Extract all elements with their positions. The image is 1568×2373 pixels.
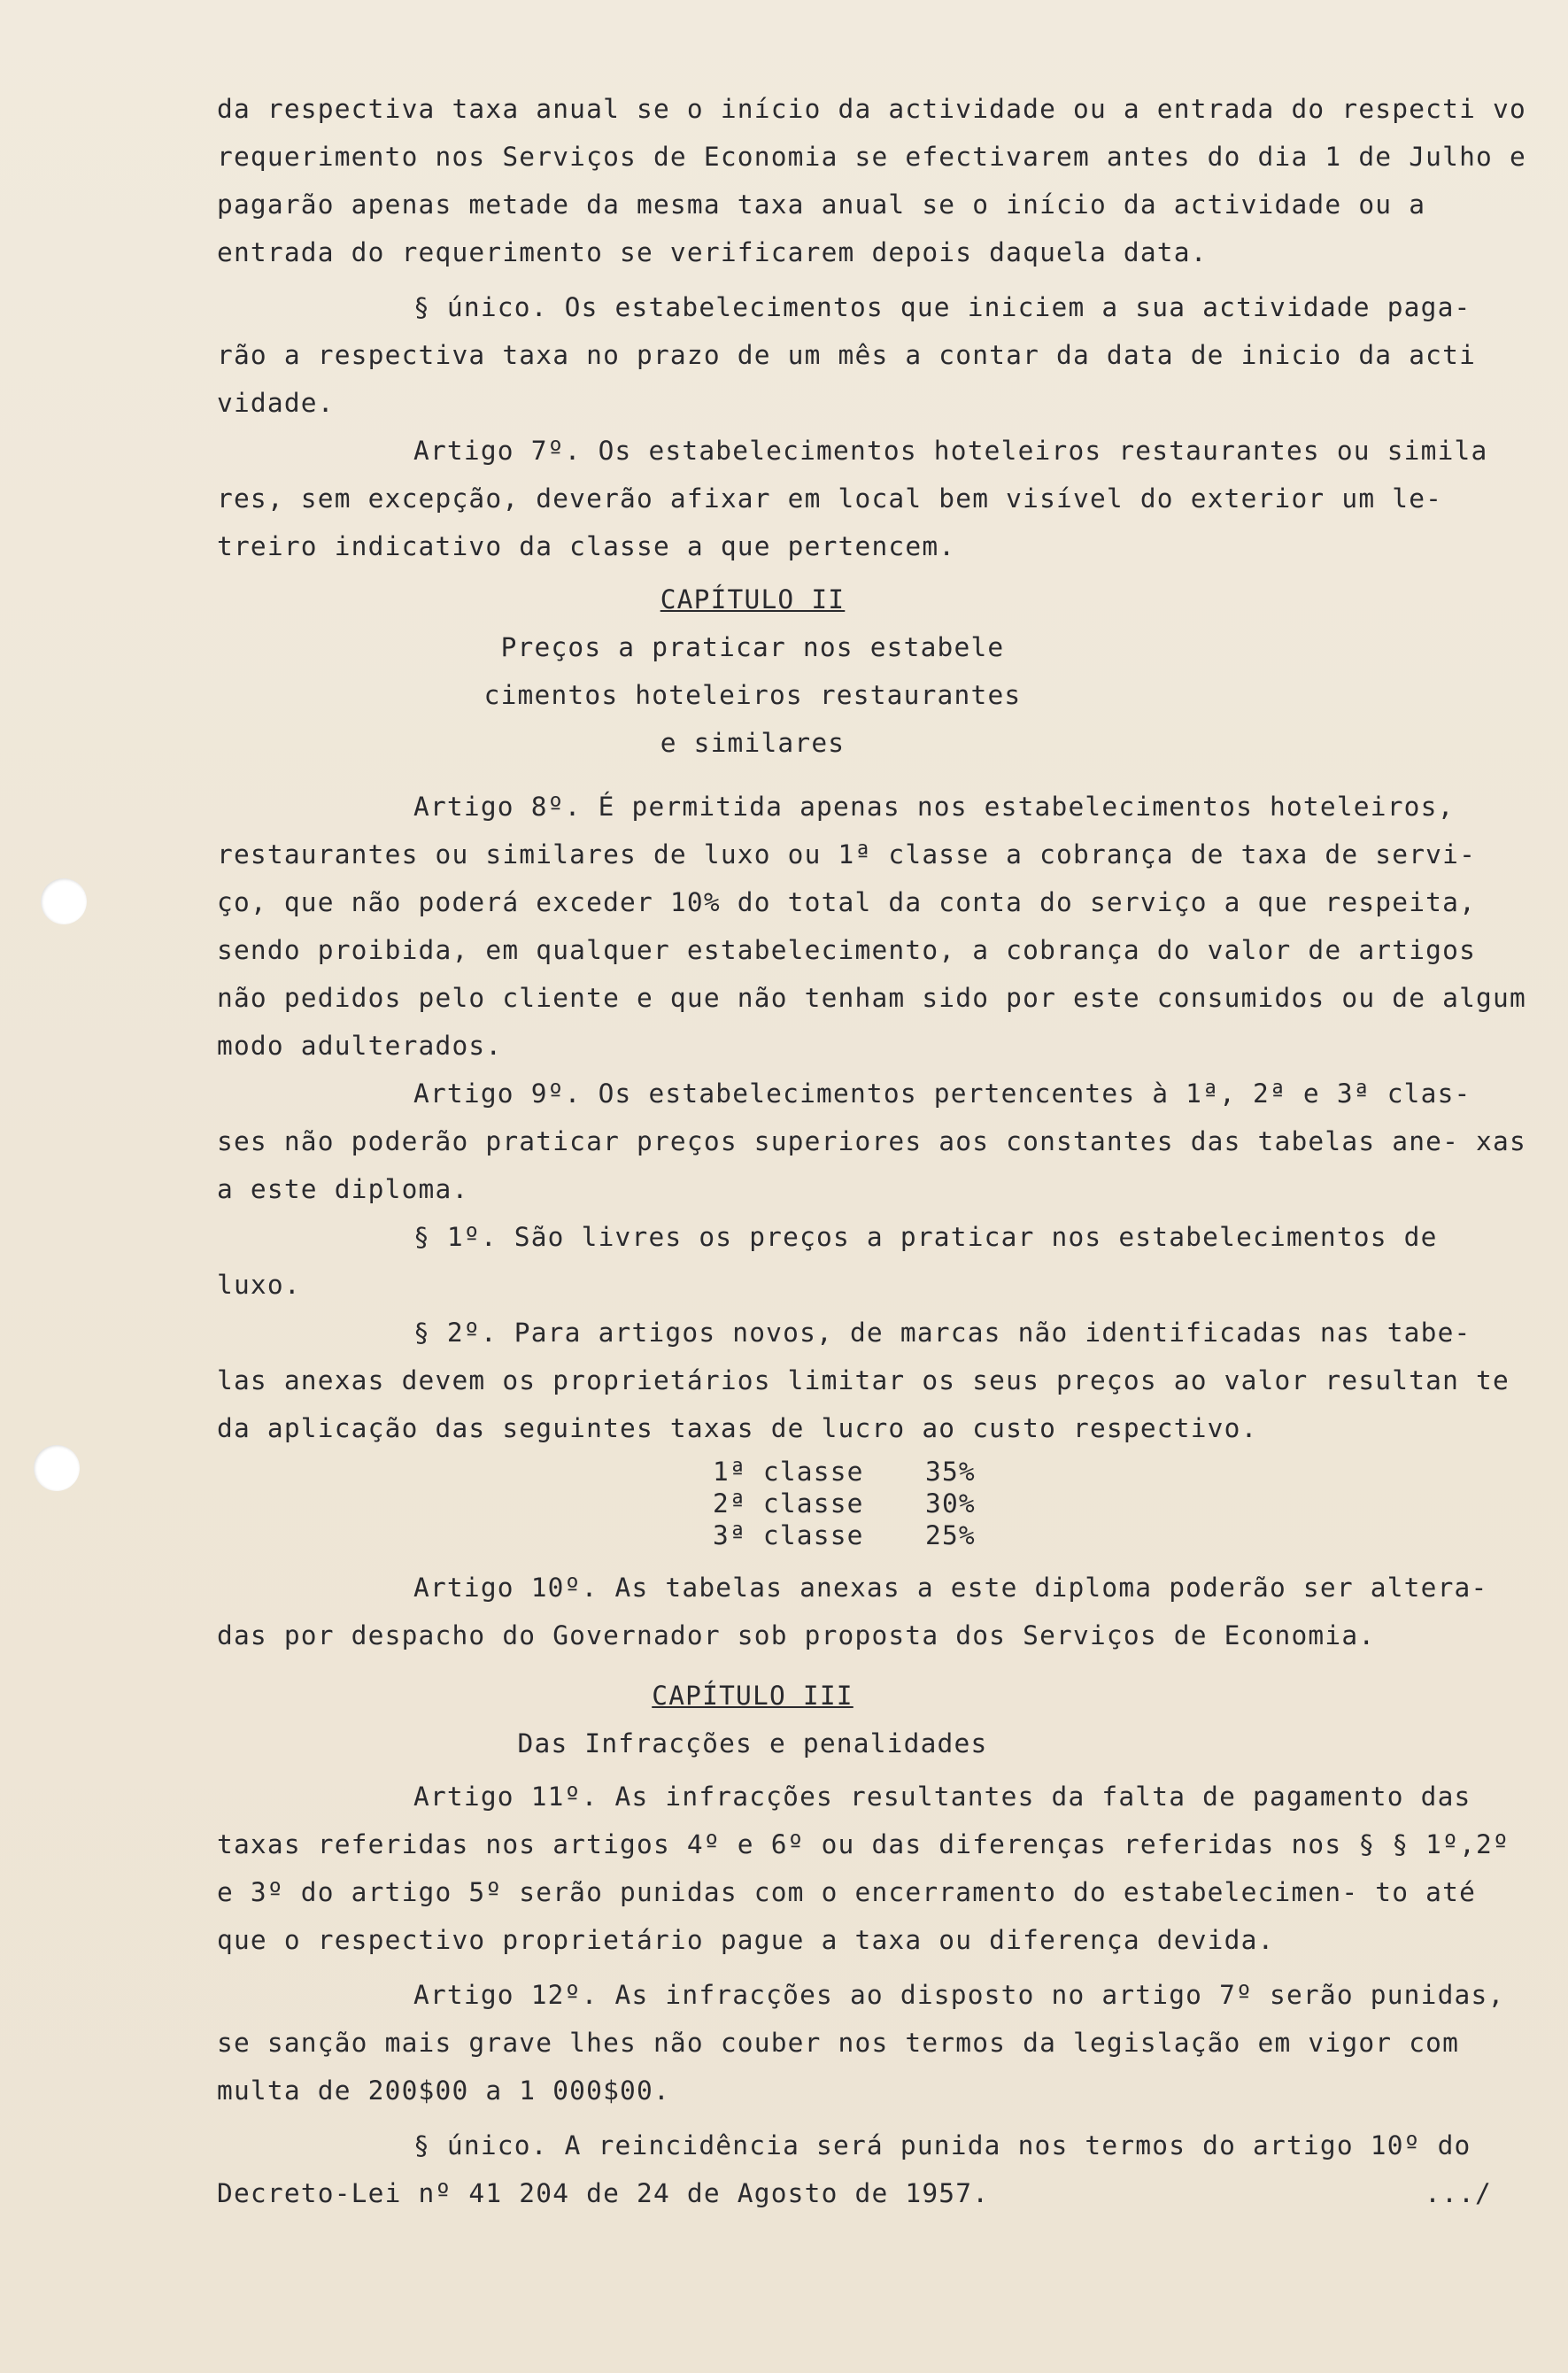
document-body	[217, 85, 1527, 2217]
rate-row	[713, 1519, 1527, 1551]
punch-hole	[34, 1445, 80, 1491]
rate-value: 30%	[925, 1488, 976, 1519]
paragraph-unico-1: § único. Os estabelecimentos que iniciem a sua actividade paga- rão a respectiva taxa no prazo de um mês a contar da data de inicio da acti vidade.	[217, 292, 1477, 418]
chapter-2-heading: CAPÍTULO II	[660, 584, 846, 615]
rate-value: 25%	[925, 1520, 976, 1550]
artigo-7: Artigo 7º. Os estabelecimentos hoteleiros restaurantes ou simila res, sem excepção, deverão afixar em local bem visível do exterior um le- treiro indicativo da classe a que pertencem.	[217, 436, 1488, 561]
punch-hole	[41, 878, 87, 924]
artigo-10: Artigo 10º. As tabelas anexas a este diploma poderão ser altera- das por despacho do Governador sob proposta dos Serviços de Economia.	[217, 1573, 1488, 1650]
rate-class: 2ª classe	[713, 1488, 864, 1519]
footer-line	[217, 2169, 1492, 2217]
chapter-3-heading: CAPÍTULO III	[652, 1681, 854, 1711]
rate-row	[713, 1456, 1527, 1488]
paragraph-unico-2-line-2: Decreto-Lei nº 41 204 de 24 de Agosto de 1957.	[217, 2178, 990, 2208]
intro-paragraph: da respectiva taxa anual se o início da actividade ou a entrada do respecti vo requerimento nos Serviços de Economia se efectivarem antes do dia 1 de Julho e pagarão apenas metade da mesma taxa anual se o início da actividade ou a entrada do requerimento se verificarem depois daquela data.	[217, 94, 1526, 267]
rate-class: 3ª classe	[713, 1520, 864, 1550]
artigo-9: Artigo 9º. Os estabelecimentos pertencentes à 1ª, 2ª e 3ª clas- ses não poderão praticar preços superiores aos constantes das tabelas ane- xas a este diploma.	[217, 1078, 1526, 1204]
artigo-8: Artigo 8º. É permitida apenas nos estabelecimentos hoteleiros, restaurantes ou similares de luxo ou 1ª classe a cobrança de taxa de servi- ço, que não poderá exceder 10% do total da conta do serviço a que respeita, sendo proibida, em qualquer estabelecimento, a cobrança do valor de artigos não pedidos pelo cliente e que não tenham sido por este consumidos ou de algum modo adulterados.	[217, 792, 1526, 1061]
rate-class: 1ª classe	[713, 1457, 864, 1487]
continuation-mark: .../	[1425, 2178, 1492, 2208]
paragraph-9-1: § 1º. São livres os preços a praticar nos estabelecimentos de luxo.	[217, 1222, 1438, 1300]
rate-value: 35%	[925, 1457, 976, 1487]
chapter-2-title-line-3: e similares	[660, 728, 846, 758]
profit-rates-table	[713, 1456, 1527, 1551]
chapter-2-title-line-1: Preços a praticar nos estabele	[500, 632, 1005, 662]
artigo-12: Artigo 12º. As infracções ao disposto no artigo 7º serão punidas, se sanção mais grave lhes não couber nos termos da legislação em vigor com multa de 200$00 a 1 000$00.	[217, 1980, 1505, 2106]
rate-row	[713, 1488, 1527, 1519]
chapter-2-title-line-2: cimentos hoteleiros restaurantes	[483, 680, 1022, 710]
artigo-11: Artigo 11º. As infracções resultantes da falta de pagamento das taxas referidas nos artigos 4º e 6º ou das diferenças referidas nos § § 1º,2º e 3º do artigo 5º serão punidas com o encerramento do estabelecimen- to até que o respectivo proprietário pague a taxa ou diferença devida.	[217, 1782, 1510, 1955]
paragraph-9-2: § 2º. Para artigos novos, de marcas não identificadas nas tabe- las anexas devem os proprietários limitar os seus preços ao valor resultan te da aplicação das seguintes taxas de lucro ao custo respectivo.	[217, 1318, 1510, 1443]
chapter-3-title: Das Infracções e penalidades	[517, 1728, 988, 1758]
paragraph-unico-2-line-1: § único. A reincidência será punida nos termos do artigo 10º do	[413, 2130, 1471, 2160]
